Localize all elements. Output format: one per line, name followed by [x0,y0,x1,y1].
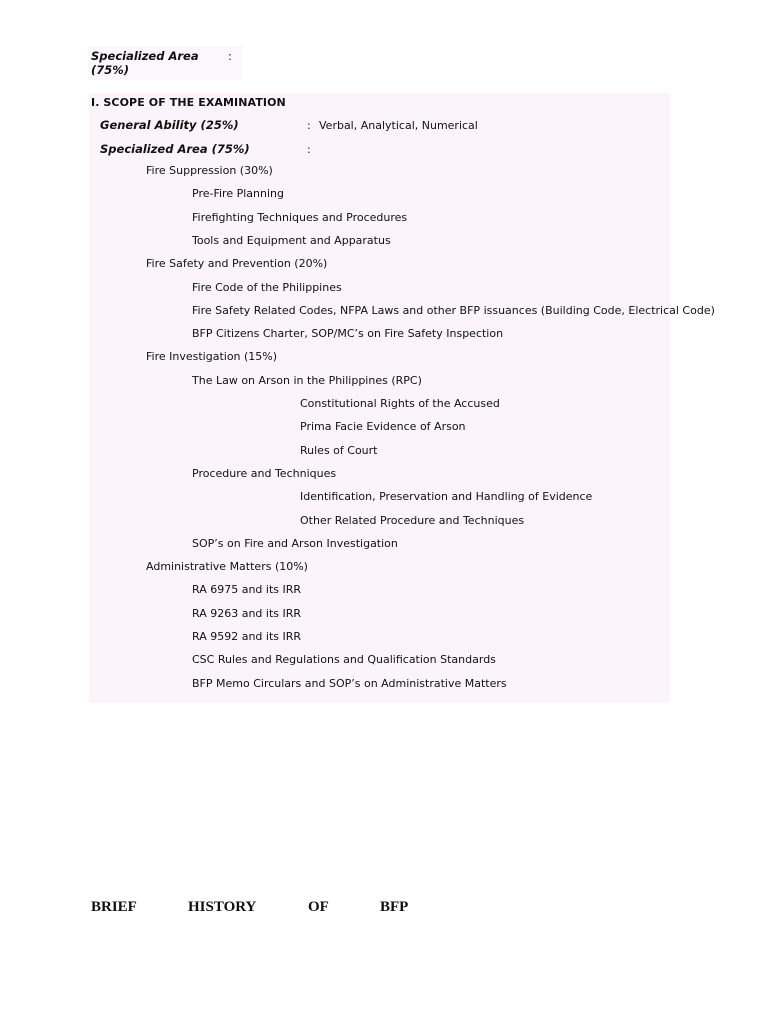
history-word: OF [308,899,329,915]
topic-item: CSC Rules and Regulations and Qualification Standards [192,653,496,667]
topic-item: Fire Code of the Philippines [192,280,342,294]
topic-item: Tools and Equipment and Apparatus [192,233,391,247]
specialized-area-label: Specialized Area (75%) [91,49,199,77]
history-word: BFP [380,899,409,915]
topic-subitem: Constitutional Rights of the Accused [300,397,500,410]
topic-item: Firefighting Techniques and Procedures [192,210,408,224]
topic-item: RA 9263 and its IRR [192,606,302,620]
general-ability-label: General Ability (25%) [100,118,239,132]
topic-item: Pre-Fire Planning [192,187,284,201]
topic-category: Fire Safety and Prevention (20%) [146,257,328,271]
topic-category: Fire Investigation (15%) [146,350,278,364]
general-ability-description: Verbal, Analytical, Numerical [319,119,478,132]
topic-item: Fire Safety Related Codes, NFPA Laws and other BFP issuances (Building Code, Electrical Code) [192,303,715,317]
topic-subitem: Rules of Court [300,443,378,457]
specialized-area-colon: : [228,49,232,63]
scope-of-examination-section [89,93,715,703]
specialized-area-label: Specialized Area (75%) [100,142,250,156]
topic-category: Administrative Matters (10%) [146,560,308,574]
topic-subitem: Other Related Procedure and Techniques [300,513,525,527]
topic-category: Fire Suppression (30%) [146,164,273,177]
specialized-area-header [88,46,242,80]
topic-item: Procedure and Techniques [192,466,337,480]
history-word: BRIEF [91,899,137,915]
general-ability-colon: : [307,119,311,132]
topic-subitem: Prima Facie Evidence of Arson [300,420,466,434]
section-heading: I. SCOPE OF THE EXAMINATION [91,96,286,109]
topic-item: BFP Citizens Charter, SOP/MC’s on Fire Safety Inspection [192,327,504,341]
topic-subitem: Identification, Preservation and Handling of Evidence [300,490,593,504]
topic-item: BFP Memo Circulars and SOP’s on Administrative Matters [192,676,507,690]
topic-item: SOP’s on Fire and Arson Investigation [192,536,398,550]
specialized-area-colon: : [307,143,311,156]
history-word: HISTORY [188,899,257,915]
topic-item: The Law on Arson in the Philippines (RPC) [192,373,422,387]
topic-item: RA 6975 and its IRR [192,583,302,597]
topic-item: RA 9592 and its IRR [192,630,302,643]
